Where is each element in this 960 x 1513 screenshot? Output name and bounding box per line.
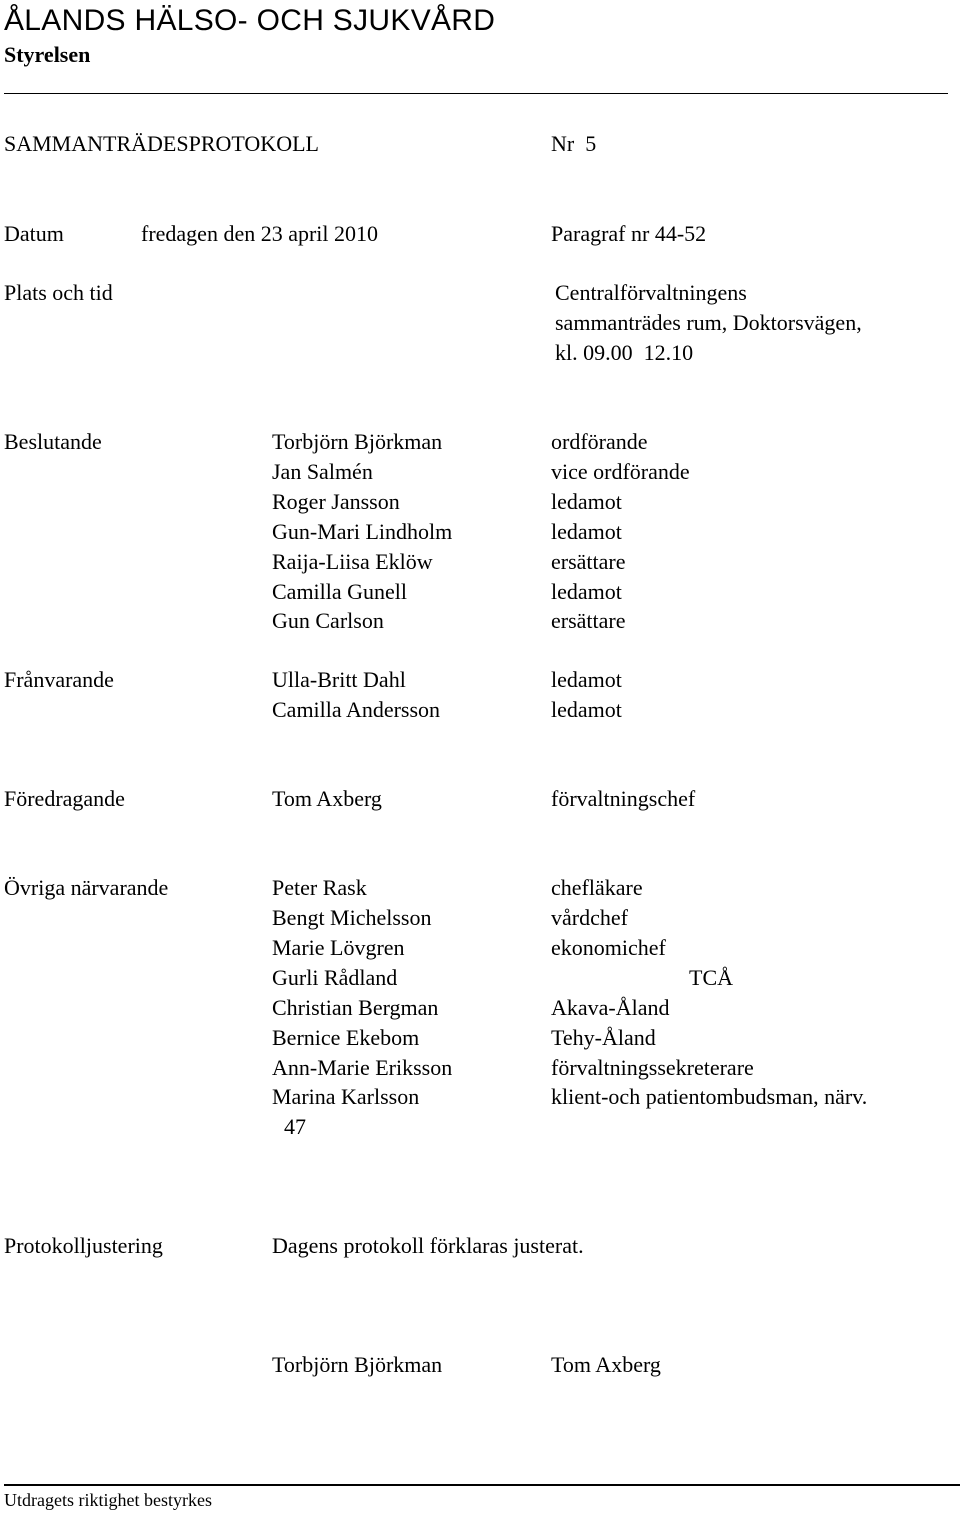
place-line-3: kl. 09.00 12.10	[555, 340, 694, 365]
place-line-2: sammanträdes rum, Doktorsvägen,	[555, 310, 862, 335]
member-role: ordförande	[551, 429, 648, 454]
foredragande-label: Föredragande	[4, 786, 125, 811]
place-label: Plats och tid	[4, 280, 113, 305]
header-divider	[4, 93, 948, 94]
ovriga-label: Övriga närvarande	[4, 875, 169, 900]
attendee-role: vårdchef	[551, 905, 628, 930]
attendee-name: Gurli Rådland	[272, 965, 398, 990]
date-value: fredagen den 23 april 2010	[141, 221, 379, 246]
absent-name: Camilla Andersson	[272, 697, 441, 722]
paragraph-range: Paragraf nr 44-52	[551, 221, 707, 246]
foredragande-role: förvaltningschef	[551, 786, 696, 811]
attendee-name: Marie Lövgren	[272, 935, 405, 960]
footer-certification: Utdragets riktighet bestyrkes	[4, 1490, 212, 1510]
member-role: ledamot	[551, 489, 622, 514]
beslutande-label: Beslutande	[4, 429, 102, 454]
attendee-name: Peter Rask	[272, 875, 367, 900]
absent-name: Ulla-Britt Dahl	[272, 667, 406, 692]
attendee-name: Marina Karlsson	[272, 1084, 420, 1109]
attendee-role: ekonomichef	[551, 935, 666, 960]
member-name: Jan Salmén	[272, 459, 373, 484]
attendee-name: Christian Bergman	[272, 995, 439, 1020]
signature-chair: Torbjörn Björkman	[272, 1352, 443, 1377]
member-role: ersättare	[551, 608, 626, 633]
footer-divider	[4, 1484, 960, 1486]
protocol-number: Nr 5	[551, 131, 597, 156]
paragraph-note: 47	[284, 1114, 306, 1139]
member-name: Gun Carlson	[272, 608, 384, 633]
attendee-role: Tehy-Åland	[551, 1025, 656, 1050]
member-name: Camilla Gunell	[272, 579, 408, 604]
attendee-name: Bengt Michelsson	[272, 905, 432, 930]
member-role: ledamot	[551, 579, 622, 604]
date-label: Datum	[4, 221, 64, 246]
member-name: Raija-Liisa Eklöw	[272, 549, 433, 574]
org-title: ÅLANDS HÄLSO- OCH SJUKVÅRD	[4, 4, 496, 37]
foredragande-name: Tom Axberg	[272, 786, 382, 811]
member-role: vice ordförande	[551, 459, 690, 484]
attendee-name: Bernice Ekebom	[272, 1025, 420, 1050]
attendee-role: TCÅ	[689, 965, 733, 990]
member-role: ersättare	[551, 549, 626, 574]
board-name: Styrelsen	[4, 42, 91, 67]
member-role: ledamot	[551, 519, 622, 544]
attendee-role: förvaltningssekreterare	[551, 1055, 754, 1080]
signature-secretary: Tom Axberg	[551, 1352, 661, 1377]
absent-role: ledamot	[551, 667, 622, 692]
justering-text: Dagens protokoll förklaras justerat.	[272, 1233, 584, 1258]
member-name: Roger Jansson	[272, 489, 400, 514]
attendee-role: Akava-Åland	[551, 995, 670, 1020]
attendee-name: Ann-Marie Eriksson	[272, 1055, 453, 1080]
franvarande-label: Frånvarande	[4, 667, 114, 692]
place-line-1: Centralförvaltningens	[555, 280, 747, 305]
member-name: Torbjörn Björkman	[272, 429, 443, 454]
absent-role: ledamot	[551, 697, 622, 722]
attendee-role: klient-och patientombudsman, närv.	[551, 1084, 868, 1109]
justering-label: Protokolljustering	[4, 1233, 163, 1258]
attendee-role: chefläkare	[551, 875, 643, 900]
member-name: Gun-Mari Lindholm	[272, 519, 453, 544]
protocol-title: SAMMANTRÄDESPROTOKOLL	[4, 131, 319, 156]
